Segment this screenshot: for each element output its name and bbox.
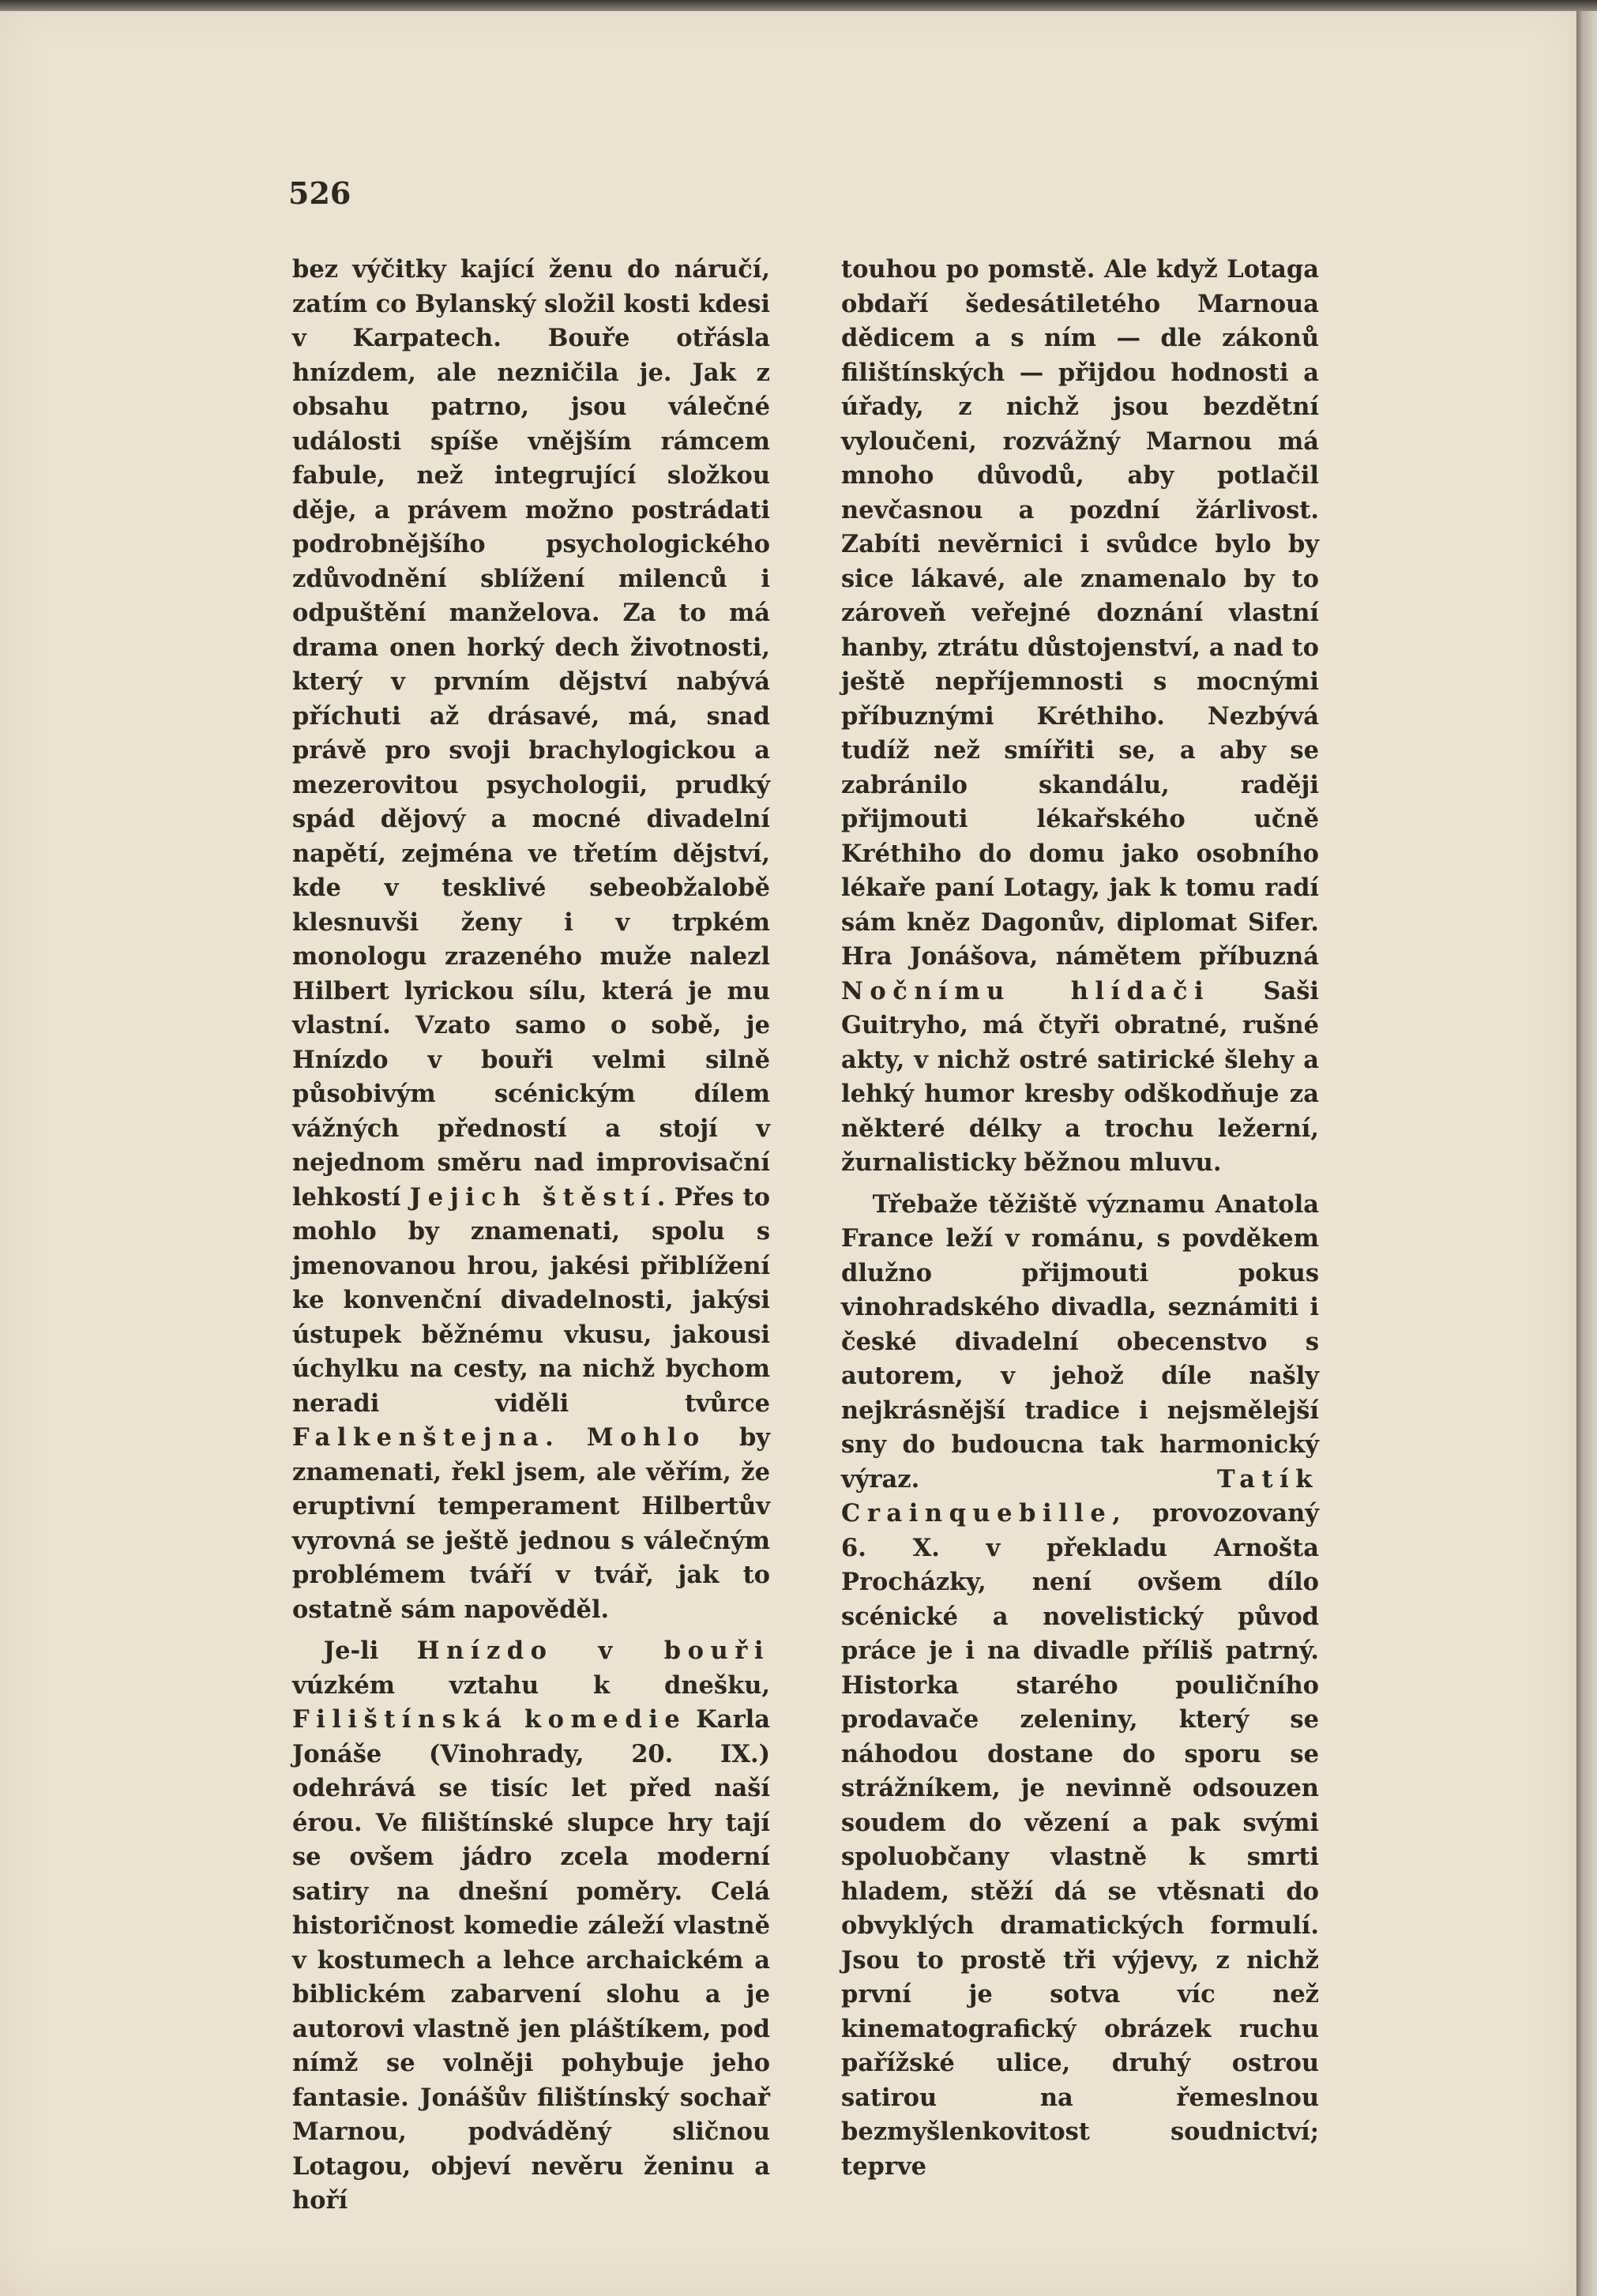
spaced-title: Nočnímu hlídači <box>841 976 1211 1005</box>
paragraph <box>292 1634 770 2219</box>
text-run: . <box>545 1423 587 1452</box>
spaced-word: Mohlo <box>586 1423 706 1452</box>
spaced-title: Jejich štěstí <box>409 1182 657 1212</box>
text-run: bez výčitky kající ženu do náručí, zatím co Bylanský složil kosti kdesi v Karpatech. Bouře otřásla hnízdem, ale nezničila je. Jak z obsahu patrno, jsou válečné události spíše vnějším rámcem fabule, než integrující složkou děje, a právem možno postrádati podrobnějšího psychologického zdůvodnění sblížení milenců i odpuštění manželova. Za to má drama onen horký dech životnosti, který v prvním dějství nabývá příchuti až drásavé, má, snad právě pro svoji brachylogickou a mezerovitou psychologii, prudký spád dějový a mocné divadelní napětí, zejména ve třetím dějství, kde v tesklivé sebeobžalobě klesnuvši ženy i v trpkém monologu zrazeného muže nalezl Hilbert lyrickou sílu, která je mu vlastní. Vzato samo o sobě, je Hnízdo v bouři velmi silně působivým scénickým dílem vážných předností a stojí v nejednom směru nad improvisační lehkostí <box>292 255 770 1212</box>
page-edge <box>1576 0 1597 2296</box>
spaced-title: Filištínská komedie <box>292 1705 687 1734</box>
paragraph <box>841 1188 1319 2185</box>
text-run: Je-li <box>323 1637 417 1665</box>
text-run: Saši Guitryho, má čtyři obratné, rušné akty, v nichž ostré satirické šlehy a lehký humor kresby odškodňuje za některé délky a trochu ležerní, žurnalisticky běžnou mluvu. <box>841 976 1319 1177</box>
spaced-title: Hnízdo v bouři <box>416 1637 770 1665</box>
page-number: 526 <box>288 175 351 211</box>
text-run: vúzkém vztahu k dnešku, <box>292 1670 770 1700</box>
scan-top-edge <box>0 0 1597 11</box>
spaced-name: Falkenštejna <box>292 1423 546 1452</box>
text-run: Karla Jonáše (Vinohrady, 20. IX.) odehrává se tisíc let před naší érou. Ve filištínské slupce hry tají se ovšem jádro zcela moderní satiry na dnešní poměry. Celá historičnost komedie záleží vlastně v kostumech a lehce archaickém a biblickém zabarvení slohu a je autorovi vlastně jen pláštíkem, pod nímž se volněji pohybuje jeho fantasie. Jonášův filištínský sochař Marnou, podváděný sličnou Lotagou, objeví nevěru ženinu a hoří <box>292 1705 770 2215</box>
text-run: , provozovaný 6. X. v překladu Arnošta Procházky, není ovšem dílo scénické a novelistický původ práce je i na divadle příliš patrný. Historka starého pouličního prodavače zeleniny, který se náhodou dostane do sporu se strážníkem, je nevinně odsouzen soudem do vězení a pak svými spoluobčany vlastně k smrti hladem, stěží dá se vtěsnati do obvyklých dramatických formulí. Jsou to prostě tři výjevy, z nichž první je sotva víc než kinematografický obrázek ruchu pařížské ulice, druhý ostrou satirou na řemeslnou bezmyšlenkovitost soudnictví; teprve <box>841 1499 1319 2181</box>
spaced-title: Tatík Crainquebille <box>841 1464 1319 1528</box>
paragraph <box>292 253 770 1627</box>
text-run: . Přes to mohlo by znamenati, spolu s jmenovanou hrou, jakési přiblížení ke konvenční divadelnosti, jakýsi ústupek běžnému vkusu, jakousi úchylku na cesty, na nichž bychom neradi viděli tvůrce <box>292 1182 770 1418</box>
right-column <box>841 253 1319 2184</box>
text-run: Třebaže těžiště významu Anatola France leží v románu, s povděkem dlužno přijmouti pokus vinohradského divadla, seznámiti i české divadelní obecenstvo s autorem, v jehož díle našly nejkrásnější tradice i nejsmělejší sny do budoucna tak harmonický výraz. <box>841 1189 1319 1494</box>
text-run: by znamenati, řekl jsem, ale věřím, že eruptivní temperament Hilbertův vyrovná se ještě jednou s válečným problémem tváří v tvář, jak to ostatně sám napověděl. <box>292 1423 770 1624</box>
text-run: touhou po pomstě. Ale když Lotaga obdaří šedesátiletého Marnoua dědicem a s ním — dle zákonů filištínských — přijdou hodnosti a úřady, z nichž jsou bezdětní vyloučeni, rozvážný Marnou má mnoho důvodů, aby potlačil nevčasnou a pozdní žárlivost. Zabíti nevěrnici i svůdce bylo by sice lákavé, ale znamenalo by to zároveň veřejné doznání vlastní hanby, ztrátu důstojenství, a nad to ještě nepříjemnosti s mocnými příbuznými Kréthiho. Nezbývá tudíž než smířiti se, a aby se zabránilo skandálu, raději přijmouti lékařského učně Kréthiho do domu jako osobního lékaře paní Lotagy, jak k tomu radí sám kněz Dagonův, diplomat Sifer. Hra Jonášova, námětem příbuzná <box>841 255 1319 971</box>
paragraph <box>841 253 1319 1181</box>
left-column <box>292 253 770 2219</box>
